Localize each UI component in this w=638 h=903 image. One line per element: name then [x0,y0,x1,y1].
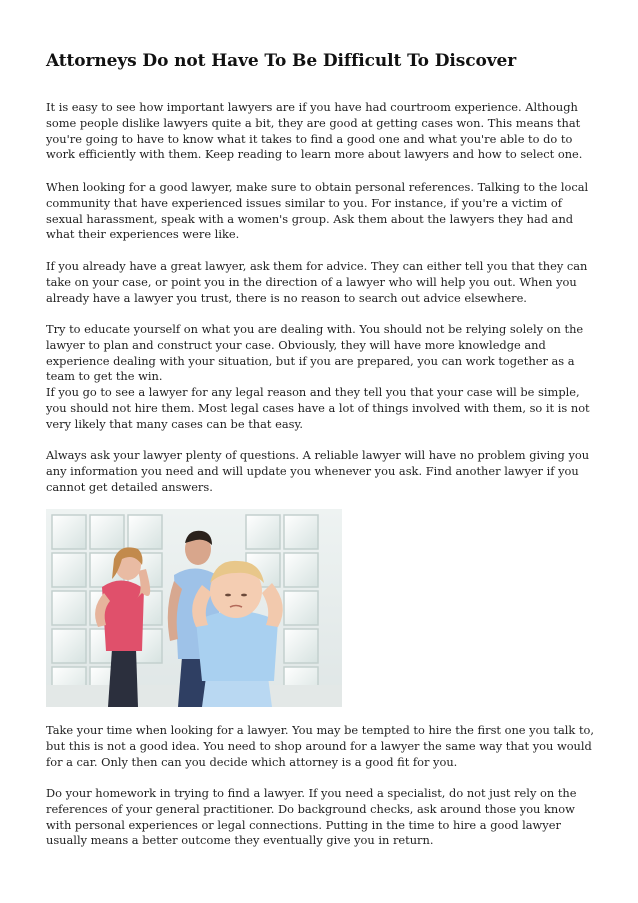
paragraph-take-time: Take your time when looking for a lawyer. You may be tempted to hire the first one you talk to, but this is not a good idea. You need to shop around for a lawyer the same way that you would for a car. Only then can you decide which attorney is a good fit for you. [46,723,595,769]
paragraph-advice: If you already have a great lawyer, ask them for advice. They can either tell you that they can take on your case, or point you in the direction of a lawyer who will help you out. When you already have a lawyer you trust, there is no reason to search out advice elsewhere. [46,259,588,305]
paragraph-homework: Do your homework in trying to find a lawyer. If you need a specialist, do not just rely on the references of your general practitioner. Do background checks, ask around those you know with personal experiences or legal connections. Putting in the time to hire a good lawyer usually means a better outcome they eventually give you in return. [46,786,577,848]
paragraph-questions: Always ask your lawyer plenty of questions. A reliable lawyer will have no problem giving you any information you need and will update you whenever you ask. Find another lawyer if you cannot get detailed answers. [46,448,590,494]
family-photo [46,509,342,707]
paragraph-intro: It is easy to see how important lawyers are if you have had courtroom experience. Although some people dislike lawyers quite a bit, they are good at getting cases won. This means that you're going to have to know what it takes to find a good one and what you're able to do to work efficiently with them. Keep reading to learn more about lawyers and how to select one. [46,100,583,162]
paragraph-educate: Try to educate yourself on what you are dealing with. You should not be relying solely on the lawyer to plan and construct your case. Obviously, they will have more knowledge and experience dealing with your situation, but if you are prepared, you can work together as a team to get the win. [46,322,584,384]
paragraph-references: When looking for a good lawyer, make sure to obtain personal references. Talking to the local community that have experienced issues similar to you. For instance, if you're a victim of sexual harassment, speak with a women's group. Ask them about the lawyers they had and what their experiences were like. [46,180,589,242]
paragraph-simple-case: If you go to see a lawyer for any legal reason and they tell you that your case will be simple, you should not hire them. Most legal cases have a lot of things involved with them, so it is not very likely that many cases can be that easy. [46,385,590,431]
page-title: Attorneys Do not Have To Be Difficult To Discover [46,51,517,71]
